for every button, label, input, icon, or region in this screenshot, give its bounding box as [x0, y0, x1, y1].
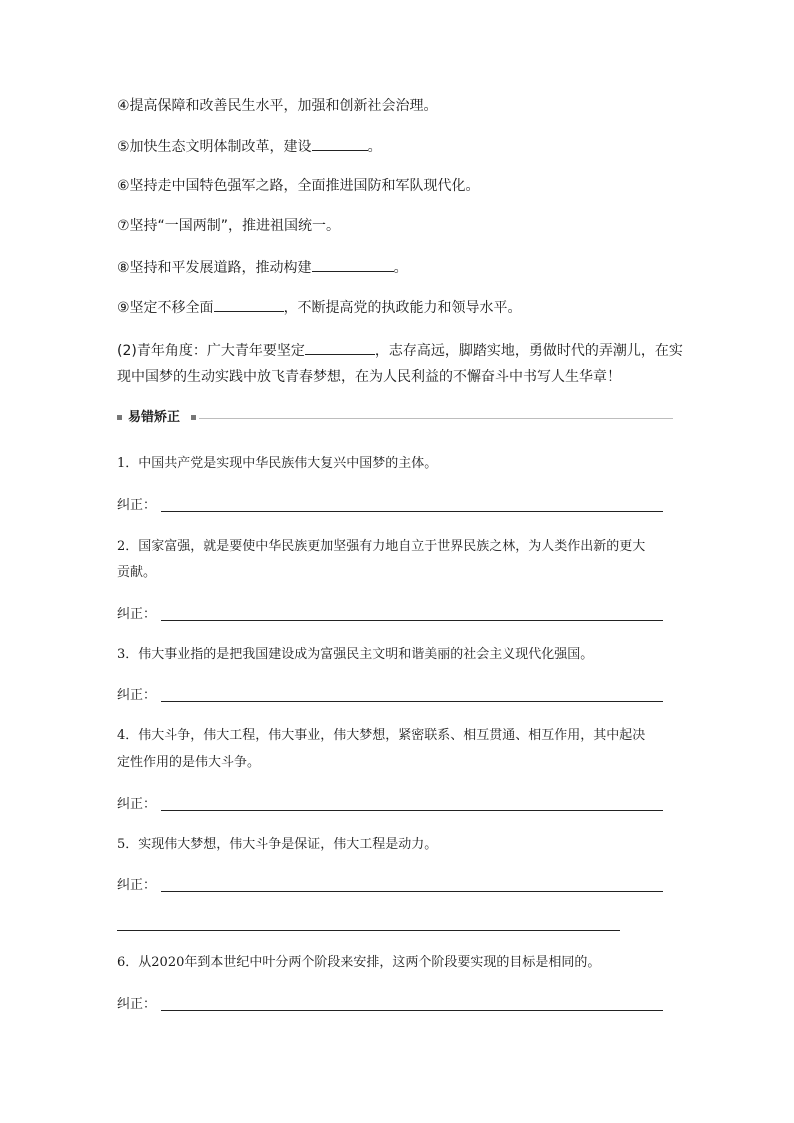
section-rule	[199, 418, 673, 419]
item-6: ⑥坚持走中国特色强军之路，全面推进国防和军队现代化。	[117, 178, 480, 194]
correction-4[interactable]: 纠正：	[117, 795, 663, 815]
question-6: 6．从2020年到本世纪中叶分两个阶段来安排，这两个阶段要实现的目标是相同的。	[117, 955, 601, 970]
youth-line-1: (2)青年角度：广大青年要坚定 ，志存高远，脚踏实地，勇做时代的弄潮儿，在实	[117, 340, 683, 361]
correction-6[interactable]: 纠正：	[117, 995, 663, 1015]
youth-line-2: 现中国梦的生动实践中放飞青春梦想，在为人民利益的不懈奋斗中书写人生华章！	[117, 369, 621, 385]
question-1: 1．中国共产党是实现中华民族伟大复兴中国梦的主体。	[117, 456, 438, 471]
correction-1[interactable]: 纠正：	[117, 496, 663, 516]
item-4: ④提高保障和改善民生水平，加强和创新社会治理。	[117, 98, 438, 114]
question-2-line-2: 贡献。	[117, 565, 157, 580]
square-bullet-icon	[117, 415, 122, 420]
answer-blank[interactable]	[312, 257, 394, 272]
answer-line[interactable]	[161, 891, 663, 892]
answer-blank[interactable]	[214, 297, 284, 312]
answer-blank[interactable]	[305, 340, 375, 355]
question-4-line-2: 定性作用的是伟大斗争。	[117, 755, 261, 770]
answer-line[interactable]	[161, 620, 663, 621]
section-header: 易错矫正	[117, 408, 673, 428]
answer-line-extra[interactable]	[117, 930, 620, 931]
correction-3[interactable]: 纠正：	[117, 686, 663, 706]
question-5: 5．实现伟大梦想，伟大斗争是保证，伟大工程是动力。	[117, 837, 438, 852]
question-3: 3．伟大事业指的是把我国建设成为富强民主文明和谐美丽的社会主义现代化强国。	[117, 647, 594, 662]
answer-line[interactable]	[161, 1010, 663, 1011]
question-4-line-1: 4．伟大斗争，伟大工程，伟大事业，伟大梦想，紧密联系、相互贯通、相互作用，其中起决	[117, 728, 646, 743]
square-bullet-icon	[191, 415, 196, 420]
answer-blank[interactable]	[312, 136, 368, 151]
correction-2[interactable]: 纠正：	[117, 605, 663, 625]
question-2-line-1: 2．国家富强，就是要使中华民族更加坚强有力地自立于世界民族之林，为人类作出新的更大	[117, 539, 646, 554]
item-5: ⑤加快生态文明体制改革，建设 。	[117, 136, 382, 157]
item-9: ⑨坚定不移全面 ，不断提高党的执政能力和领导水平。	[117, 297, 522, 318]
answer-line[interactable]	[161, 701, 663, 702]
item-7: ⑦坚持“一国两制”，推进祖国统一。	[117, 218, 341, 234]
item-8: ⑧坚持和平发展道路，推动构建 。	[117, 257, 408, 278]
correction-5[interactable]: 纠正：	[117, 876, 663, 896]
answer-line[interactable]	[161, 511, 663, 512]
answer-line[interactable]	[161, 810, 663, 811]
